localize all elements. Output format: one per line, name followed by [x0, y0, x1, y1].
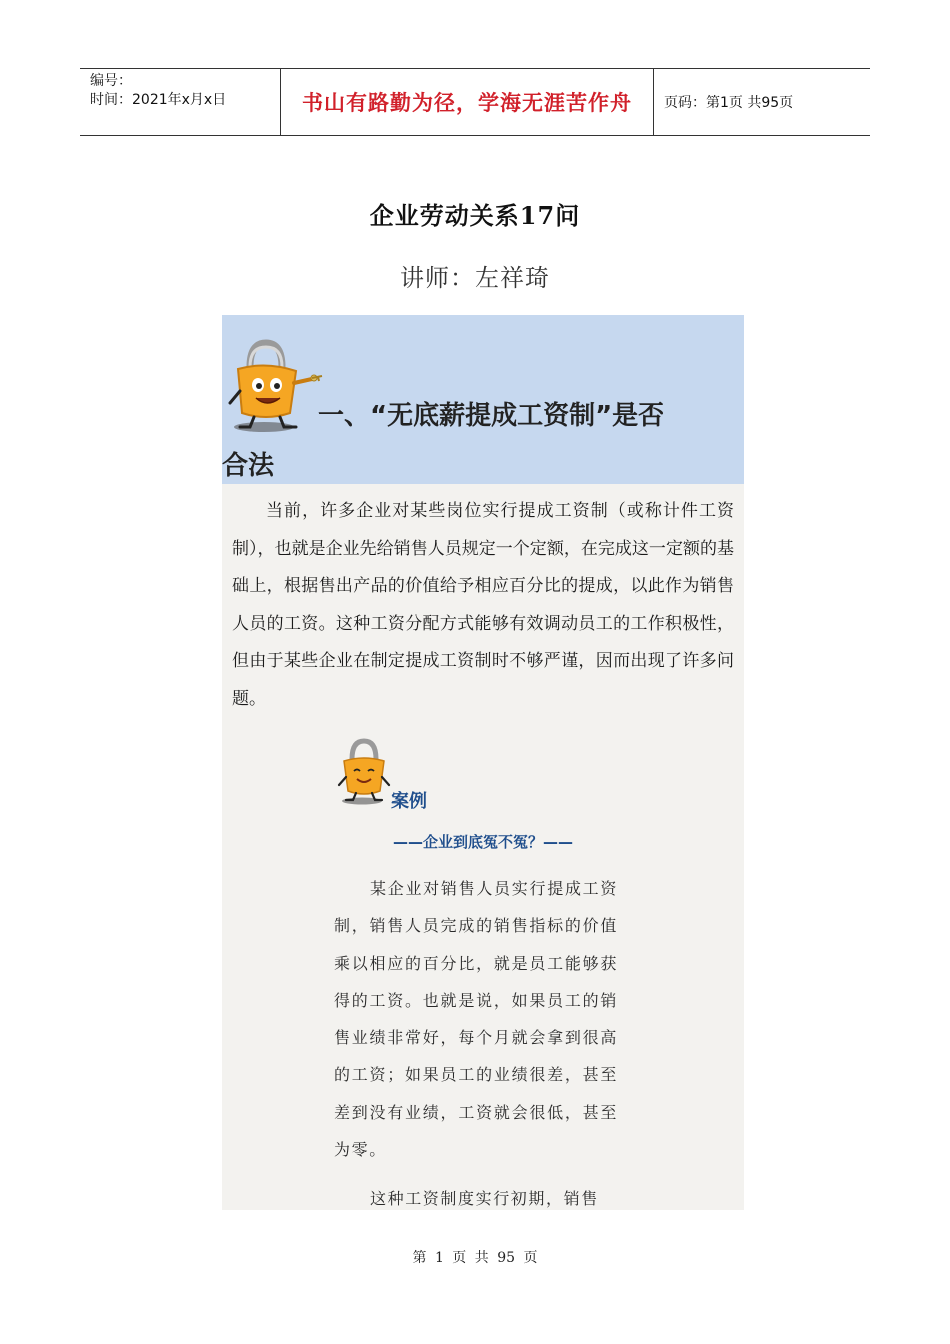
header-motto-cell — [281, 69, 654, 135]
section-intro-paragraph: 当前，许多企业对某些岗位实行提成工资制（或称计件工资制），也就是企业先给销售人员规定一个定额，在完成这一定额的基础上，根据售出产品的价值给予相应百分比的提成，以此作为销售人员的工资。这种工资分配方式能够有效调动员工的工作积极性，但由于某些企业在制定提成工资制时不够严谨，因而出现了许多问题。 — [232, 501, 734, 709]
case-paragraph-1: 某企业对销售人员实行提成工资制，销售人员完成的销售指标的价值乘以相应的百分比，就是员工能够获得的工资。也就是说，如果员工的销售业绩非常好，每个月就会拿到很高的工资；如果员工的业绩很差，甚至差到没有业绩，工资就会很低，甚至为零。 — [334, 879, 618, 1160]
document-lecturer: 讲师：左祥琦 — [400, 264, 550, 292]
section-heading-line2: 合法 — [222, 451, 275, 481]
header-meta-cell — [80, 69, 281, 135]
case-subtitle: ——企业到底冤不冤？—— — [392, 833, 573, 851]
header-page-info: 页码：第1页 共95页 — [664, 95, 794, 111]
lock-mascot-smiling-icon — [336, 737, 392, 805]
case-paragraph-2: 这种工资制度实行初期，销售 — [370, 1189, 599, 1209]
content-panel — [222, 315, 744, 1210]
section-heading-line1: 一、“无底薪提成工资制”是否 — [318, 401, 665, 431]
header-page-cell — [654, 69, 870, 135]
header-date-label: 时间：2021年x月x日 — [90, 92, 227, 108]
document-title: 企业劳动关系17问 — [369, 201, 581, 230]
case-label: 案例 — [391, 791, 427, 812]
header-motto: 书山有路勤为径，学海无涯苦作舟 — [302, 91, 632, 115]
page-footer: 第 1 页 共 95 页 — [412, 1250, 538, 1266]
header-number-label: 编号： — [90, 73, 132, 89]
case-body — [334, 870, 618, 1210]
section-heading-band — [222, 315, 744, 484]
lock-mascot-with-key-icon — [224, 333, 324, 433]
page-header-table — [80, 68, 870, 136]
